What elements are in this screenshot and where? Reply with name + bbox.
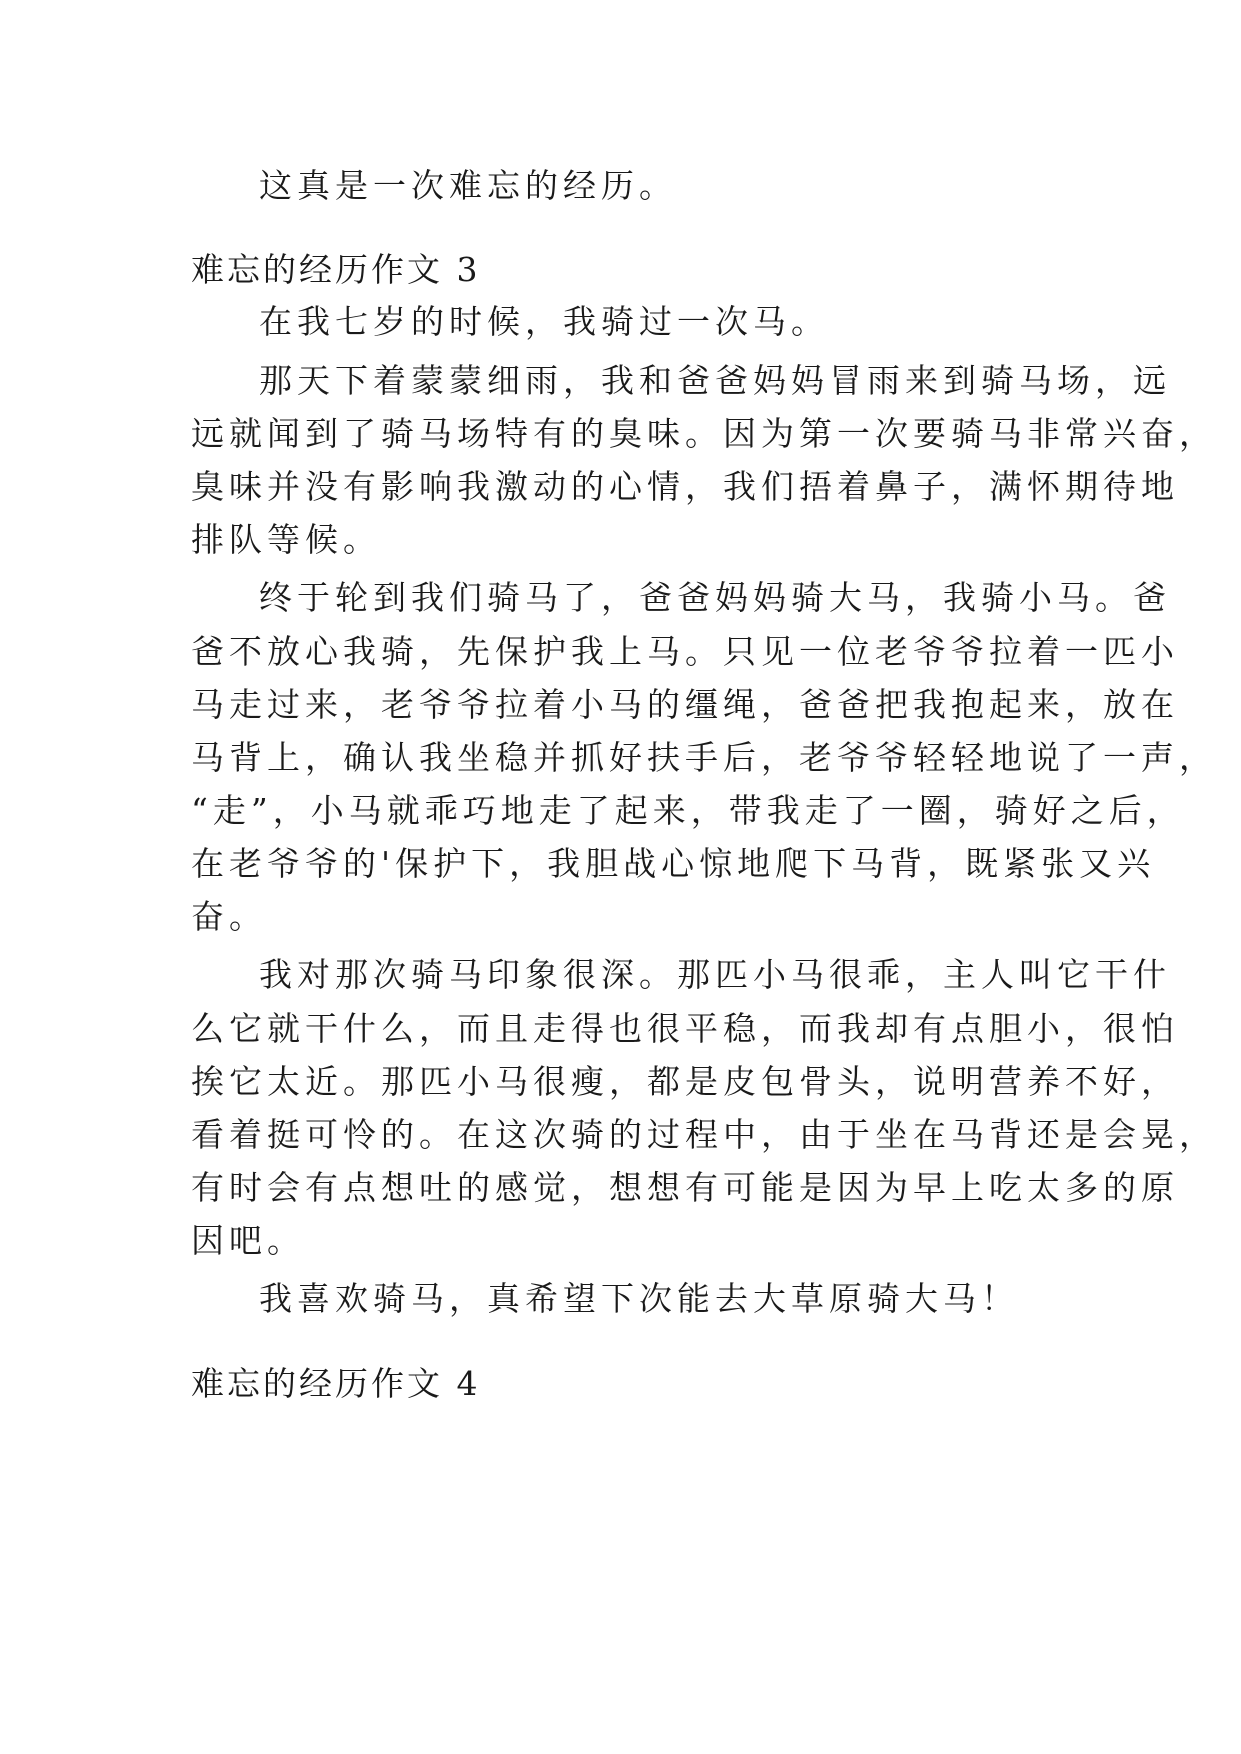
paragraph-line: 么它就干什么，而且走得也很平稳，而我却有点胆小，很怕 (191, 1009, 1179, 1048)
paragraph-line: 因吧。 (191, 1221, 305, 1260)
paragraph-line: 爸不放心我骑，先保护我上马。只见一位老爷爷拉着一匹小 (191, 632, 1179, 671)
paragraph-line: 我对那次骑马印象很深。那匹小马很乖，主人叫它干什 (259, 955, 1171, 994)
paragraph-line: 我喜欢骑马，真希望下次能去大草原骑大马！ (259, 1279, 1019, 1318)
paragraph-line: 有时会有点想吐的感觉，想想有可能是因为早上吃太多的原 (191, 1168, 1179, 1207)
section-heading: 难忘的经历作文 3 (191, 250, 481, 289)
paragraph-line: “走”，小马就乖巧地走了起来，带我走了一圈，骑好之后， (191, 791, 1185, 830)
paragraph-line: 排队等候。 (191, 520, 381, 559)
paragraph-line: 挨它太近。那匹小马很瘦，都是皮包骨头，说明营养不好， (191, 1062, 1179, 1101)
paragraph-line: 奋。 (191, 897, 267, 936)
section-heading: 难忘的经历作文 4 (191, 1364, 481, 1403)
paragraph-line: 在我七岁的时候，我骑过一次马。 (259, 302, 829, 341)
paragraph-line: 在老爷爷的'保护下，我胆战心惊地爬下马背，既紧张又兴 (191, 844, 1156, 883)
paragraph-line: 马背上，确认我坐稳并抓好扶手后，老爷爷轻轻地说了一声， (191, 738, 1217, 777)
paragraph-line: 那天下着蒙蒙细雨，我和爸爸妈妈冒雨来到骑马场，远 (259, 361, 1171, 400)
paragraph-line: 终于轮到我们骑马了，爸爸妈妈骑大马，我骑小马。爸 (259, 578, 1171, 617)
paragraph-line: 远就闻到了骑马场特有的臭味。因为第一次要骑马非常兴奋， (191, 414, 1217, 453)
paragraph-line: 看着挺可怜的。在这次骑的过程中，由于坐在马背还是会晃， (191, 1115, 1217, 1154)
closing-line: 这真是一次难忘的经历。 (259, 166, 677, 205)
paragraph-line: 臭味并没有影响我激动的心情，我们捂着鼻子，满怀期待地 (191, 467, 1179, 506)
paragraph-line: 马走过来，老爷爷拉着小马的缰绳，爸爸把我抱起来，放在 (191, 685, 1179, 724)
